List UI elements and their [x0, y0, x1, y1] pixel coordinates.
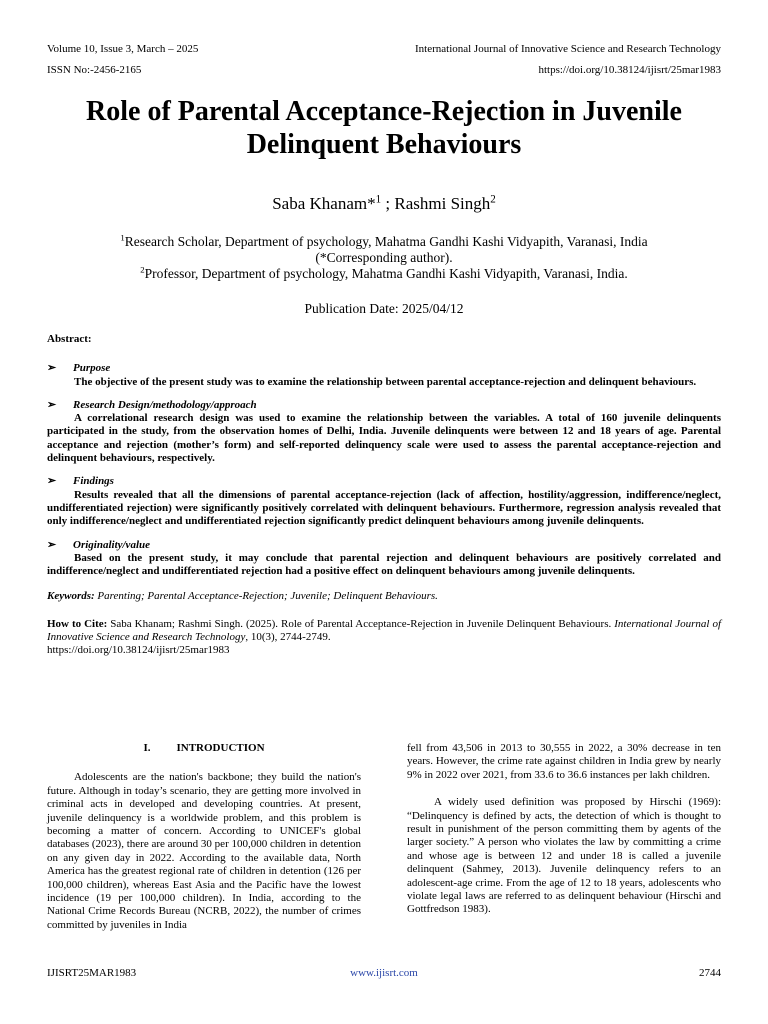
- section-heading: Purpose: [73, 362, 111, 375]
- volume-info: Volume 10, Issue 3, March – 2025: [47, 43, 199, 55]
- paper-title: Role of Parental Acceptance-Rejection in Juvenile Delinquent Behaviours: [86, 96, 682, 160]
- footer-website-link[interactable]: www.ijisrt.com: [350, 967, 418, 979]
- author-1: Saba Khanam*: [272, 194, 376, 213]
- affiliation-2: [40, 266, 728, 282]
- section-heading-introduction: [47, 742, 361, 755]
- page-number: 2744: [699, 967, 721, 979]
- right-column: [407, 742, 721, 952]
- section-title: INTRODUCTION: [176, 742, 265, 754]
- abstract-section-findings: [47, 475, 721, 528]
- paragraph: fell from 43,506 in 2013 to 30,555 in 2022, a 30% decrease in ten years. However, the crime rate against children in India grew by nearly 9% in 2022 over 2021, from 33.6 to 36.6 instances per lakh children.: [407, 742, 721, 781]
- author-separator: ;: [381, 194, 395, 213]
- affiliation-1-text: Research Scholar, Department of psychology, Mahatma Gandhi Kashi Vidyapith, Varanasi, India: [124, 234, 648, 249]
- keywords: [47, 590, 721, 603]
- left-column: [47, 742, 361, 952]
- paragraph: Adolescents are the nation's backbone; they build the nation's future. Although in today’s scenario, they are getting more involved in criminal acts in developed and developing countries. At present, juvenile delinquency is a worldwide problem, and this problem is becoming a matter of concern. According to UNICEF's global databases (2023), there are around 30 per 100,000 children in detention on any given day in 2022. According to the available data, North America has the greatest regional rate of children in detention (126 per 100,000 children), whereas East Asia and the Pacific have the lowest incidence (19 per 100,000 children). In India, according to the National Crime Records Bureau (NCRB, 2022), the number of crimes committed by juveniles in India: [47, 771, 362, 931]
- journal-name: International Journal of Innovative Science and Research Technology: [414, 43, 721, 55]
- section-heading: Research Design/methodology/approach: [73, 398, 257, 411]
- issn: ISSN No:-2456-2165: [47, 64, 142, 76]
- arrow-bullet-icon: ➢: [47, 398, 57, 411]
- section-number: I.: [143, 742, 151, 754]
- affiliation-1: [40, 234, 728, 250]
- abstract: [47, 333, 721, 658]
- affiliation-2-text: Professor, Department of psychology, Mahatma Gandhi Kashi Vidyapith, Varanasi, India.: [144, 266, 628, 281]
- author-1-sup: 1: [375, 193, 382, 206]
- abstract-section-purpose: [47, 362, 721, 389]
- cite-doi-link[interactable]: https://doi.org/10.38124/ijisrt/25mar1983: [47, 644, 230, 657]
- section-heading: Originality/value: [73, 538, 150, 551]
- arrow-bullet-icon: ➢: [47, 362, 57, 375]
- keywords-label: Keywords:: [47, 590, 95, 603]
- affiliation-2-sup: 2: [140, 264, 145, 275]
- section-heading: Findings: [73, 475, 114, 488]
- section-text: Based on the present study, it may conclude that parental rejection and delinquent behaviours are positively correlated and indifference/neglect and undifferentiated rejection had a positive effect on delinquent behaviours among juvenile delinquents.: [47, 551, 721, 578]
- publication-date: Publication Date: 2025/04/12: [304, 301, 464, 316]
- cite-label: How to Cite:: [47, 617, 108, 630]
- cite-journal: International Journal of Innovative Science and Research Technology: [47, 617, 721, 644]
- author-2-sup: 2: [490, 193, 496, 206]
- section-text: Results revealed that all the dimensions of parental acceptance-rejection (lack of affection, hostility/aggression, indifference/neglect, undifferentiated rejection) were significantly positively correlated with delinquent behaviours. Furthermore, regression analysis revealed that only indifference/neglect and undifferentiated rejection significantly predict delinquent behaviours among juvenile delinquents.: [47, 488, 721, 528]
- cite-text: Saba Khanam; Rashmi Singh. (2025). Role of Parental Acceptance-Rejection in Juvenile Delinquent Behaviours.: [107, 617, 615, 630]
- author-2: Rashmi Singh: [394, 194, 491, 213]
- abstract-section-design: [47, 399, 721, 465]
- body-columns: [47, 742, 721, 952]
- arrow-bullet-icon: ➢: [47, 475, 57, 488]
- abstract-heading: Abstract:: [47, 333, 92, 345]
- keywords-text: Parenting; Parental Acceptance-Rejection; Juvenile; Delinquent Behaviours.: [94, 590, 438, 603]
- how-to-cite: [47, 618, 721, 658]
- authors: [0, 193, 768, 215]
- section-text: A correlational research design was used to examine the relationship between the variables. A total of 160 juvenile delinquents participated in the study, from the observation homes of Delhi, India. Juvenile delinquents were between 12 and 18 years of age. Parental acceptance and rejection (mother’s form) and self-reported delinquency scale were used to assess the parental acceptance-rejection and delinquent behaviours, respectively.: [47, 412, 721, 465]
- abstract-section-originality: [47, 539, 721, 579]
- cite-tail: , 10(3), 2744-2749.: [245, 631, 331, 644]
- affiliations: [40, 234, 728, 282]
- arrow-bullet-icon: ➢: [47, 538, 57, 551]
- section-text: The objective of the present study was to examine the relationship between parental acceptance-rejection and delinquent behaviours.: [74, 375, 697, 388]
- corresponding-note: (*Corresponding author).: [315, 250, 453, 265]
- footer-paper-id: IJISRT25MAR1983: [47, 967, 137, 979]
- affiliation-1-sup: 1: [120, 232, 125, 243]
- paragraph: A widely used definition was proposed by Hirschi (1969): “Delinquency is defined by acts, the detection of which is thought to result in punishment of the person committing them by agents of the larger society.” A person who violates the law by committing a crime and whose age is between 12 and under 18 is called a juvenile delinquent (Sahmey, 2013). Juvenile delinquency refers to an adolescent-age crime. From the age of 12 to 18 years, adolescents who violate legal laws are referred to as delinquent behaviour (Hirschi and Gottfredson 1983).: [407, 796, 721, 916]
- doi-link[interactable]: https://doi.org/10.38124/ijisrt/25mar1983: [538, 64, 721, 76]
